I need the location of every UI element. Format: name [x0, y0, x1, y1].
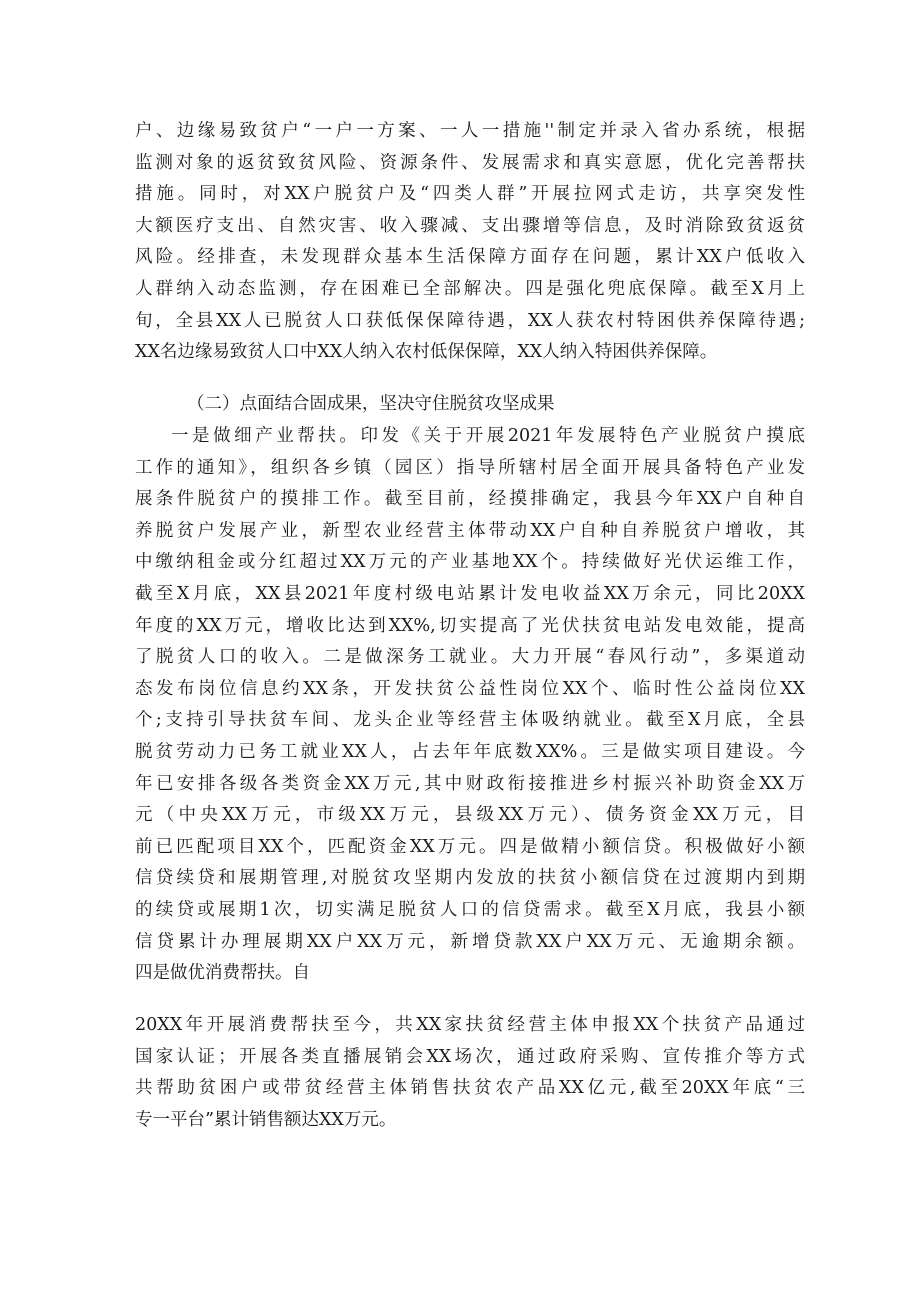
text-line: 年已安排各级各类资金XX万元,其中财政衔接推进乡村振兴补助资金XX万: [135, 773, 805, 794]
text-line: 国家认证；开展各类直播展销会XX场次，通过政府采购、宣传推介等方式: [135, 1046, 805, 1067]
text-line: 大额医疗支出、自然灾害、收入骤减、支出骤增等信息，及时消除致贫返贫: [135, 215, 805, 236]
text-line: 监测对象的返贫致贫风险、资源条件、发展需求和真实意愿，优化完善帮扶: [135, 152, 805, 173]
text-line: 脱贫劳动力已务工就业XX人，占去年年底数XX%。三是做实项目建设。今: [135, 741, 805, 762]
text-line: 信贷累计办理展期XX户XX万元，新增贷款XX户XX万元、无逾期余额。: [135, 931, 805, 952]
text-line: 截至X月底，XX县2021年度村级电站累计发电收益XX万余元，同比20XX: [135, 583, 805, 604]
text-line: 措施。同时，对XX户脱贫户及“四类人群”开展拉网式走访，共享突发性: [135, 184, 805, 205]
paragraph-industry-support: [135, 421, 805, 990]
text-line: 前已匹配项目XX个，匹配资金XX万元。四是做精小额信贷。积极做好小额: [135, 836, 805, 857]
text-line: 户、边缘易致贫户“一户一方案、一人一措施''制定并录入省办系统，根据: [135, 121, 805, 141]
text-line: 信贷续贷和展期管理,对脱贫攻坚期内发放的扶贫小额信贷在过渡期内到期: [135, 868, 805, 889]
text-line: 四是做优消费帮扶。自: [135, 963, 310, 984]
text-line: 养脱贫户发展产业，新型农业经营主体带动XX户自种自养脱贫户增收，其: [135, 520, 805, 541]
section-heading: [135, 389, 805, 421]
text-line: 个;支持引导扶贫车间、龙头企业等经营主体吸纳就业。截至X月底，全县: [135, 710, 805, 731]
text-line: 风险。经排查，未发现群众基本生活保障方面存在问题，累计XX户低收入: [135, 247, 805, 268]
paragraph-monitoring: [135, 116, 805, 369]
text-line: 元（中央XX万元，市级XX万元，县级XX万元）、债务资金XX万元，目: [135, 805, 805, 826]
text-line: 态发布岗位信息约XX条，开发扶贫公益性岗位XX个、临时性公益岗位XX: [135, 678, 805, 699]
text-line: 展条件脱贫户的摸排工作。截至目前，经摸排确定，我县今年XX户自种自: [135, 489, 805, 510]
text-line: 工作的通知》，组织各乡镇（园区）指导所辖村居全面开展具备特色产业发: [135, 457, 805, 478]
text-line: 了脱贫人口的收入。二是做深务工就业。大力开展“春风行动”，多渠道动: [135, 647, 805, 668]
paragraph-consumption-support: [135, 1010, 805, 1136]
text-line: 专一平台”累计销售额达XX万元。: [135, 1109, 397, 1130]
text-line: 共帮助贫困户或带贫经营主体销售扶贫农产品XX亿元,截至20XX年底“三: [135, 1078, 805, 1099]
text-line: 人群纳入动态监测，存在困难已全部解决。四是强化兜底保障。截至X月上: [135, 278, 805, 299]
text-line: XX名边缘易致贫人口中XX人纳入农村低保保障，XX人纳入特困供养保障。: [135, 342, 718, 363]
text-line: 20XX年开展消费帮扶至今，共XX家扶贫经营主体申报XX个扶贫产品通过: [135, 1015, 805, 1035]
section-heading-text: （二）点面结合固成果，坚决守住脱贫攻坚成果: [187, 394, 555, 414]
text-line: 旬，全县XX人已脱贫人口获低保保障待遇，XX人获农村特困供养保障待遇;: [135, 310, 805, 331]
text-line: 中缴纳租金或分红超过XX万元的产业基地XX个。持续做好光伏运维工作，: [135, 552, 805, 573]
text-line: 年度的XX万元，增收比达到XX%,切实提高了光伏扶贫电站发电效能，提高: [135, 615, 805, 636]
text-line: 的续贷或展期1次，切实满足脱贫人口的信贷需求。截至X月底，我县小额: [135, 899, 805, 920]
text-line: 一是做细产业帮扶。印发《关于开展2021年发展特色产业脱贫户摸底: [171, 426, 805, 446]
